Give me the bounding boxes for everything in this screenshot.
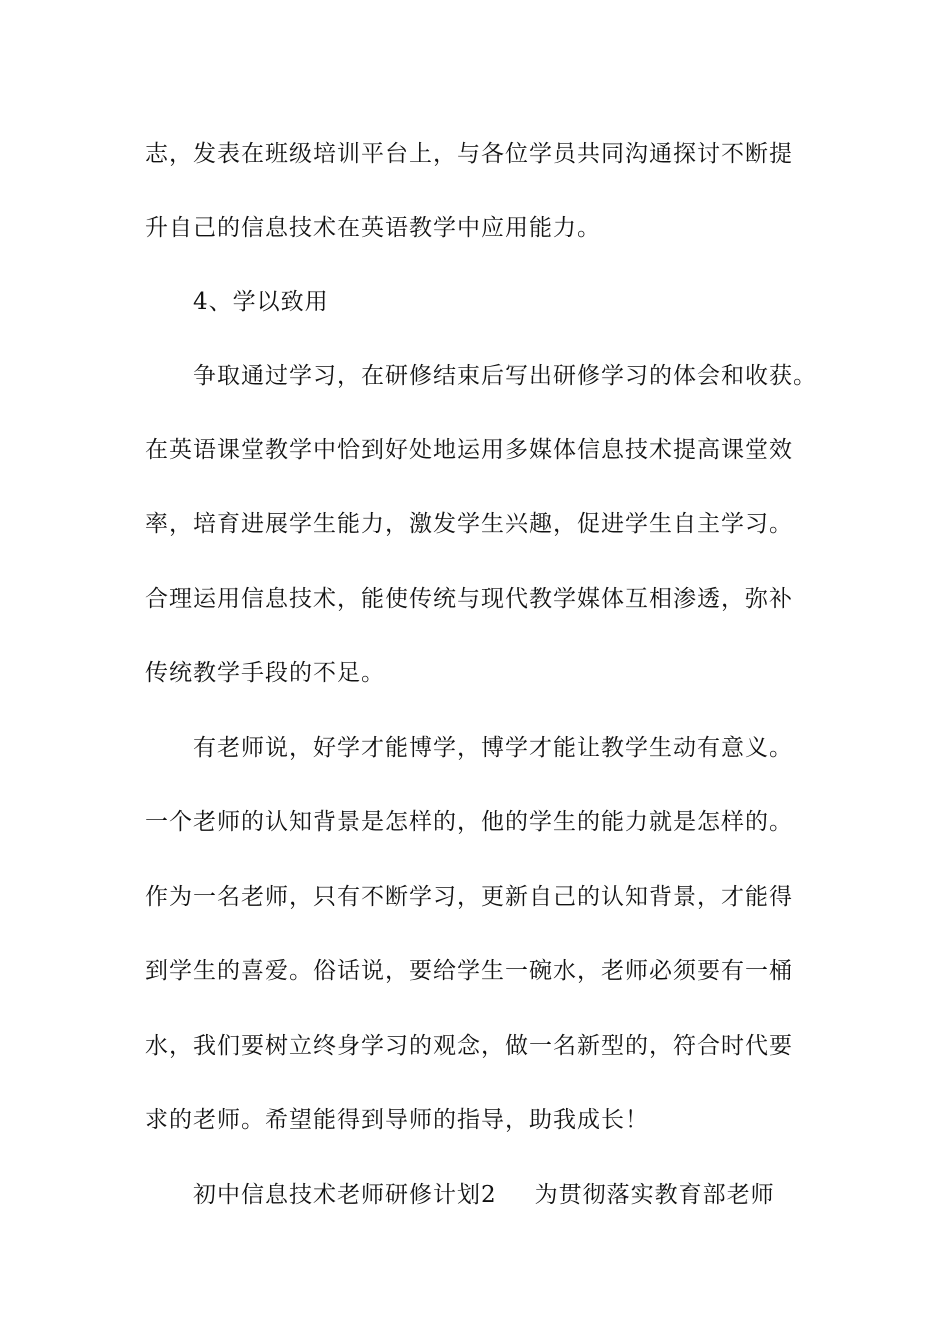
paragraph-line: 作为一名老师，只有不断学习，更新自己的认知背景，才能得	[145, 884, 793, 910]
paragraph-line: 升自己的信息技术在英语教学中应用能力。	[145, 215, 601, 241]
paragraph-line: 合理运用信息技术，能使传统与现代教学媒体互相渗透，弥补	[145, 586, 793, 612]
paragraph-line: 率，培育进展学生能力，激发学生兴趣，促进学生自主学习。	[145, 511, 793, 537]
paragraph-line: 有老师说，好学才能博学，博学才能让教学生动有意义。	[193, 735, 793, 761]
paragraph-line: 到学生的喜爱。俗话说，要给学生一碗水，老师必须要有一桶	[145, 958, 793, 984]
paragraph-line: 争取通过学习，在研修结束后写出研修学习的体会和收获。	[193, 363, 817, 389]
paragraph-line: 在英语课堂教学中恰到好处地运用多媒体信息技术提高课堂效	[145, 437, 793, 463]
paragraph-line: 志，发表在班级培训平台上，与各位学员共同沟通探讨不断提	[145, 141, 793, 167]
paragraph-line: 一个老师的认知背景是怎样的，他的学生的能力就是怎样的。	[145, 809, 793, 835]
paragraph-line: 水，我们要树立终身学习的观念，做一名新型的，符合时代要	[145, 1033, 793, 1059]
paragraph-line: 传统教学手段的不足。	[145, 660, 385, 686]
paragraph-line: 求的老师。希望能得到导师的指导，助我成长！	[145, 1107, 649, 1133]
plan-title: 初中信息技术老师研修计划2	[193, 1182, 497, 1208]
section-heading: 4、学以致用	[193, 289, 329, 315]
paragraph-text: 为贯彻落实教育部老师	[534, 1182, 775, 1208]
paragraph-line	[193, 1180, 873, 1210]
